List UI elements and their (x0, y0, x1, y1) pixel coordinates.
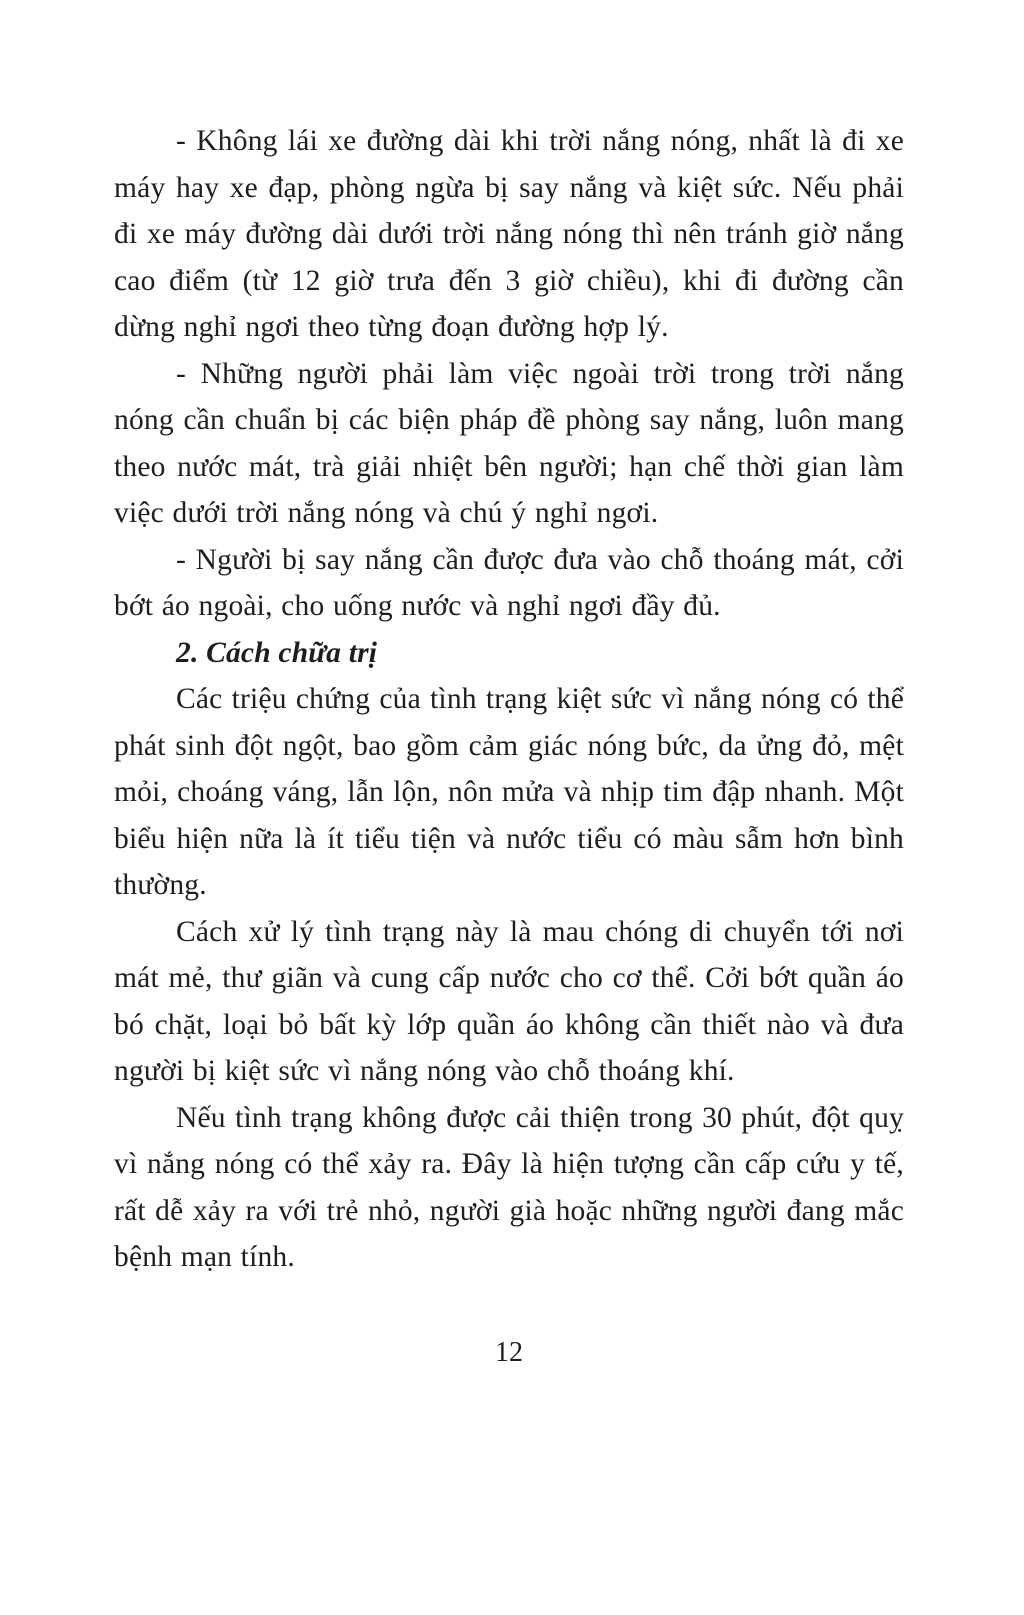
paragraph-heatstroke-first-aid: - Người bị say nắng cần được đưa vào chỗ thoáng mát, cởi bớt áo ngoài, cho uống nước và nghỉ ngơi đầy đủ. (114, 543, 904, 622)
page-content (114, 118, 904, 1281)
paragraph-emergency-warning: Nếu tình trạng không được cải thiện trong 30 phút, đột quỵ vì nắng nóng có thể xảy ra. Đây là hiện tượng cần cấp cứu y tế, rất dễ xảy ra với trẻ nhỏ, người già hoặc những người đang mắc bệnh mạn tính. (114, 1101, 904, 1273)
paragraph-outdoor-workers-advice: - Những người phải làm việc ngoài trời trong trời nắng nóng cần chuẩn bị các biện pháp đề phòng say nắng, luôn mang theo nước mát, trà giải nhiệt bên người; hạn chế thời gian làm việc dưới trời nắng nóng và chú ý nghỉ ngơi. (114, 357, 904, 529)
section-heading-treatment: 2. Cách chữa trị (176, 636, 378, 669)
paragraph-driving-advice: - Không lái xe đường dài khi trời nắng nóng, nhất là đi xe máy hay xe đạp, phòng ngừa bị say nắng và kiệt sức. Nếu phải đi xe máy đường dài dưới trời nắng nóng thì nên tránh giờ nắng cao điểm (từ 12 giờ trưa đến 3 giờ chiều), khi đi đường cần dừng nghỉ ngơi theo từng đoạn đường hợp lý. (114, 125, 904, 343)
paragraph-handling-steps: Cách xử lý tình trạng này là mau chóng di chuyển tới nơi mát mẻ, thư giãn và cung cấp nước cho cơ thể. Cởi bớt quần áo bó chặt, loại bỏ bất kỳ lớp quần áo không cần thiết nào và đưa người bị kiệt sức vì nắng nóng vào chỗ thoáng khí. (114, 915, 904, 1087)
paragraph-symptoms: Các triệu chứng của tình trạng kiệt sức vì nắng nóng có thể phát sinh đột ngột, bao gồm cảm giác nóng bức, da ửng đỏ, mệt mỏi, choáng váng, lẫn lộn, nôn mửa và nhịp tim đập nhanh. Một biểu hiện nữa là ít tiểu tiện và nước tiểu có màu sẫm hơn bình thường. (114, 683, 904, 901)
page-number: 12 (495, 1336, 523, 1368)
page-footer (114, 1337, 904, 1369)
